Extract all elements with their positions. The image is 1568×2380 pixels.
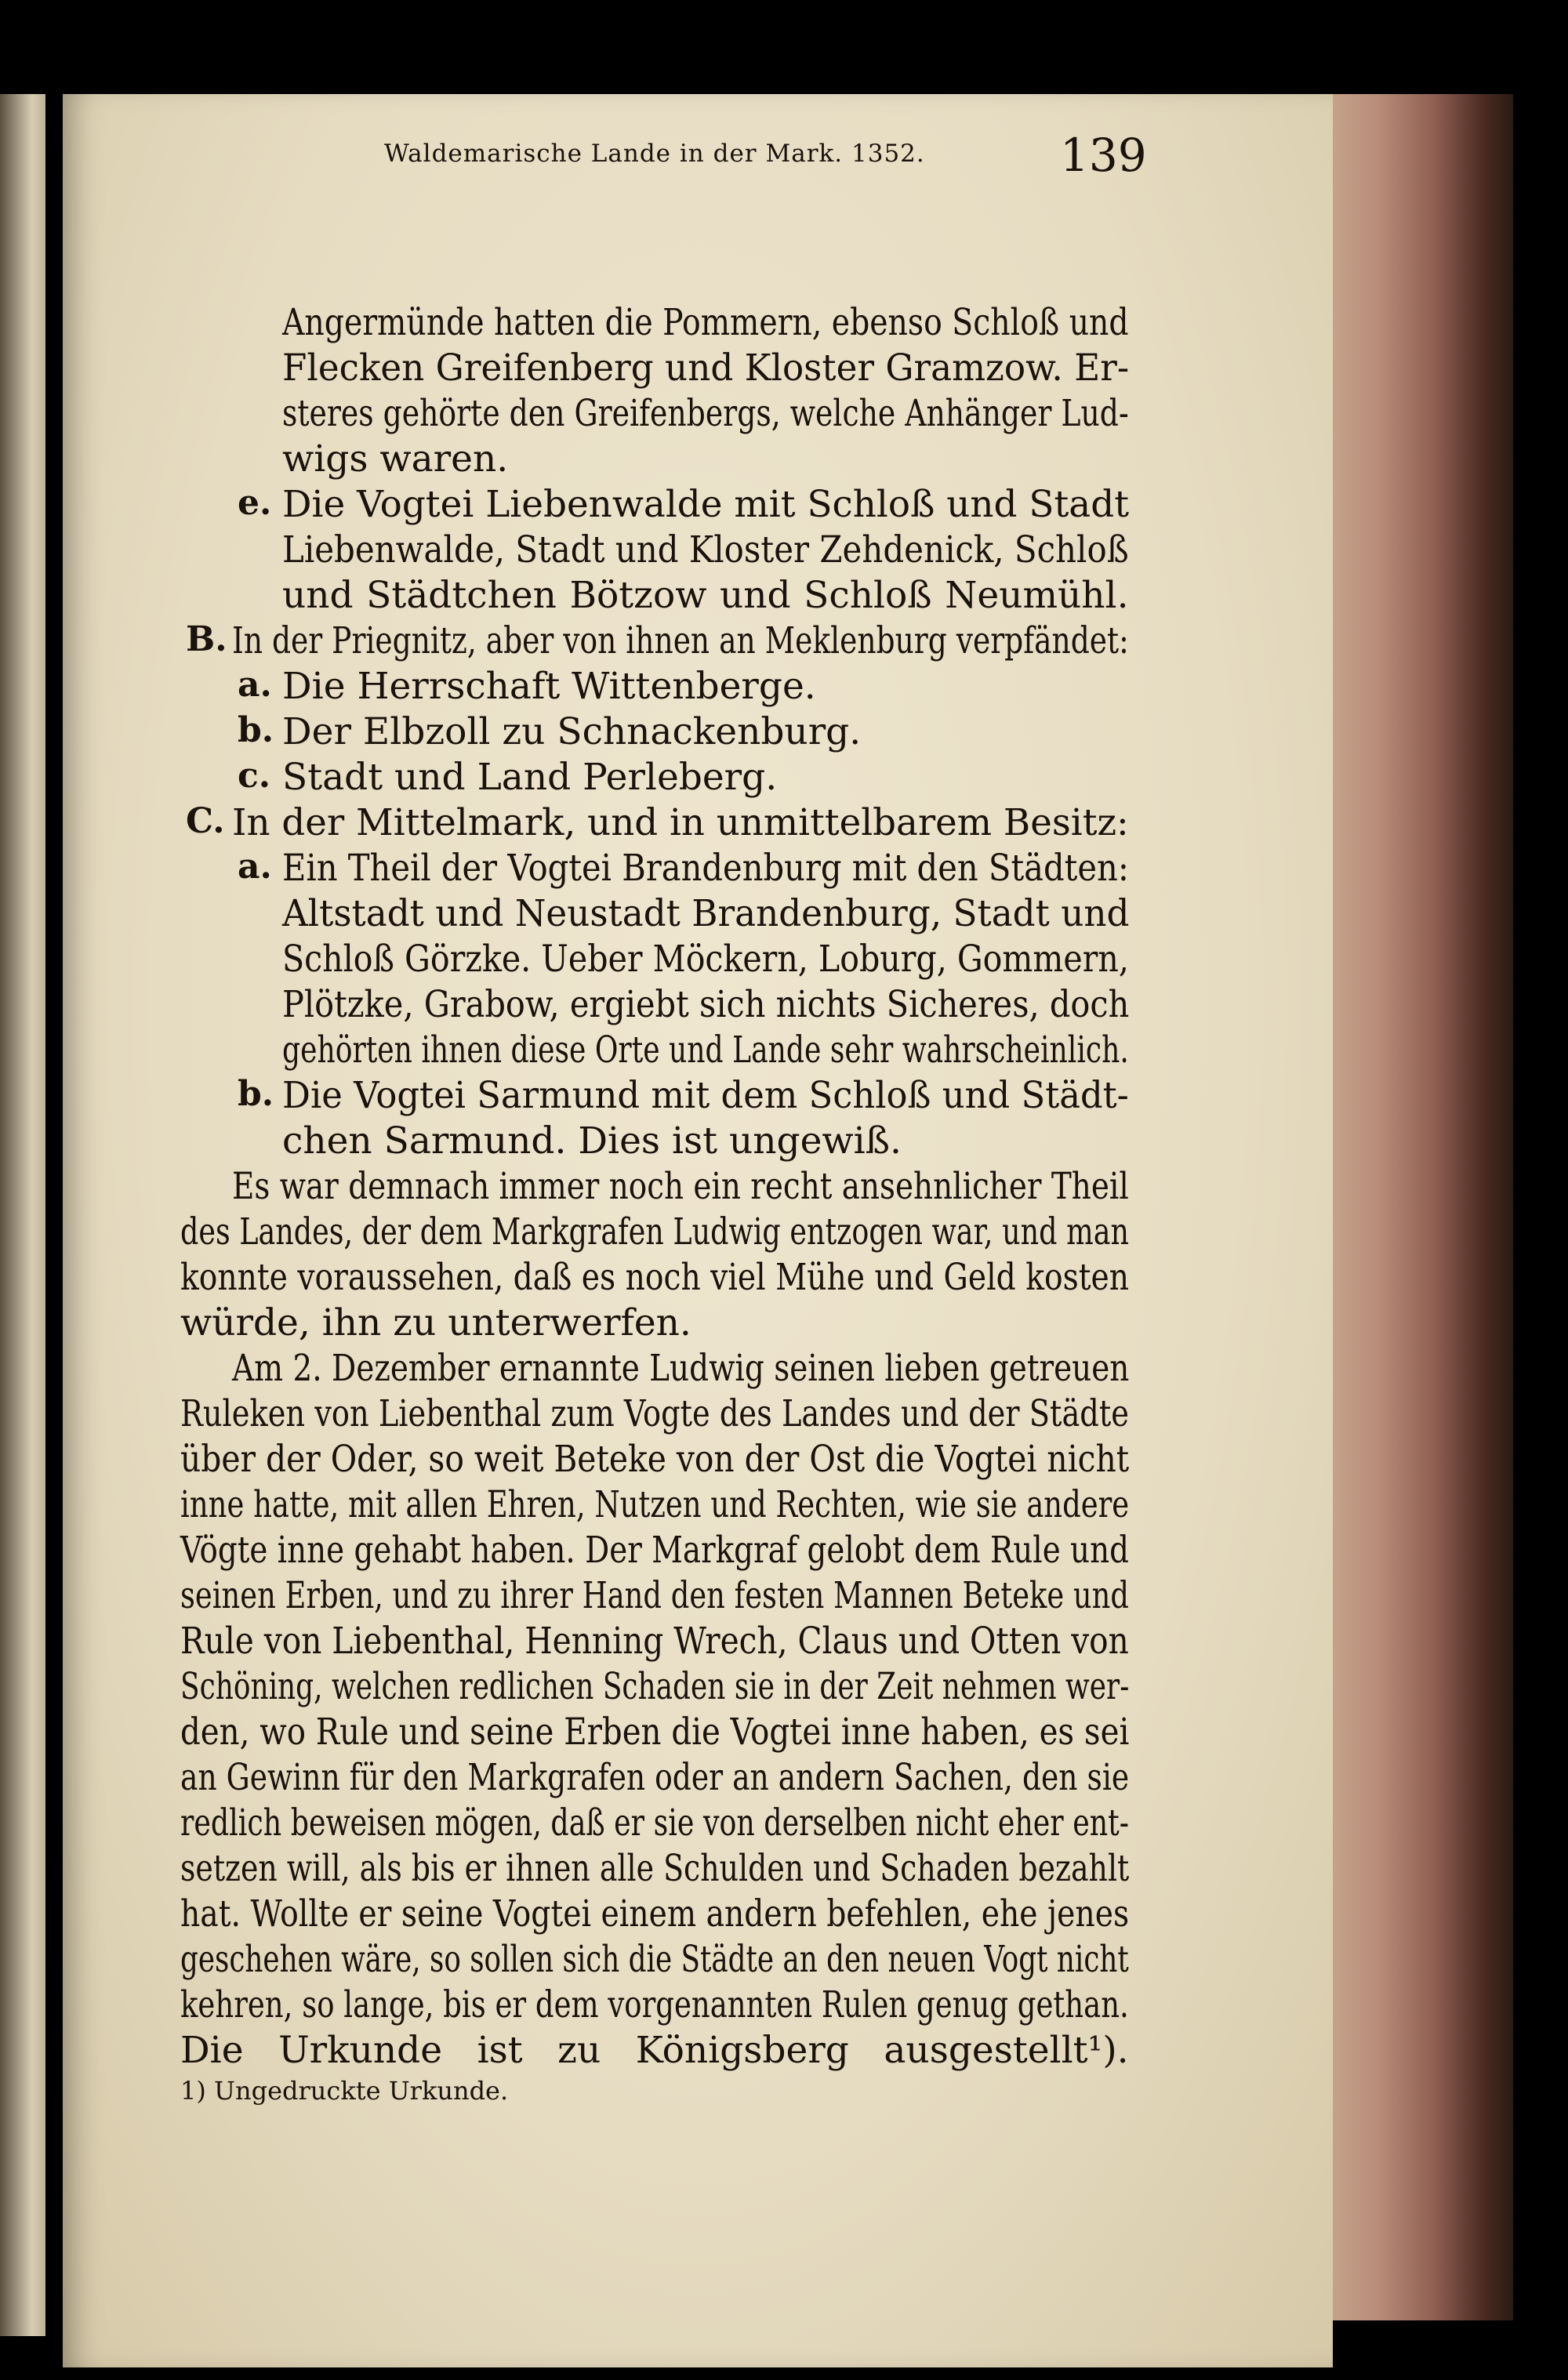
text-line: chen Sarmund. Dies ist ungewiß.: [282, 1119, 902, 1163]
list-marker: B.: [186, 619, 227, 659]
text-line: konnte voraussehen, daß es noch viel Mühe und Geld kosten: [180, 1256, 1129, 1299]
facing-page-edge: [0, 94, 45, 2336]
list-marker: C.: [186, 801, 225, 841]
text-line: Vögte inne gehabt haben. Der Markgraf gelobt dem Rule und: [180, 1529, 1129, 1572]
text-line: Der Elbzoll zu Schnackenburg.: [282, 710, 862, 753]
list-marker: a.: [238, 665, 272, 705]
footnote: 1) Ungedruckte Urkunde.: [180, 2076, 509, 2106]
text-line: an Gewinn für den Markgrafen oder an andern Sachen, den sie: [180, 1756, 1130, 1799]
list-marker: b.: [238, 1074, 274, 1114]
text-line: Stadt und Land Perleberg.: [282, 756, 778, 799]
text-line: In der Mittelmark, und in unmittelbarem Besitz:: [232, 801, 1129, 844]
text-line: Flecken Greifenberg und Kloster Gramzow. Er-: [282, 346, 1130, 390]
text-line: wigs waren.: [282, 437, 509, 481]
text-line: Es war demnach immer noch ein recht ansehnlicher Theil: [232, 1165, 1129, 1208]
text-line: Schloß Görzke. Ueber Möckern, Loburg, Gommern,: [282, 938, 1129, 981]
list-marker: a.: [238, 847, 272, 887]
text-line: würde, ihn zu unterwerfen.: [180, 1301, 691, 1344]
text-line: Liebenwalde, Stadt und Kloster Zehdenick, Schloß: [282, 528, 1129, 571]
book-page-edges: [1317, 94, 1513, 2320]
text-line: In der Priegnitz, aber von ihnen an Meklenburg verpfändet:: [232, 619, 1129, 662]
text-line: über der Oder, so weit Beteke von der Ost die Vogtei nicht: [180, 1438, 1130, 1481]
text-line: setzen will, als bis er ihnen alle Schulden und Schaden bezahlt: [180, 1847, 1130, 1890]
text-line: kehren, so lange, bis er dem vorgenannten Rulen genug gethan.: [180, 1983, 1129, 2026]
text-line: Die Vogtei Liebenwalde mit Schloß und Stadt: [282, 483, 1130, 526]
text-line: geschehen wäre, so sollen sich die Städte an den neuen Vogt nicht: [180, 1938, 1129, 1981]
list-marker: c.: [238, 756, 271, 796]
text-line: und Städtchen Bötzow und Schloß Neumühl.: [282, 574, 1129, 617]
text-line: Rule von Liebenthal, Henning Wrech, Claus und Otten von: [180, 1620, 1129, 1663]
text-line: seinen Erben, und zu ihrer Hand den festen Mannen Beteke und: [180, 1574, 1129, 1617]
text-line: Die Urkunde ist zu Königsberg ausgestellt¹).: [180, 2029, 1129, 2072]
list-marker: e.: [238, 483, 272, 523]
text-line: redlich beweisen mögen, daß er sie von derselben nicht eher ent-: [180, 1801, 1130, 1845]
page-number: 139: [1060, 129, 1147, 182]
running-head: Waldemarische Lande in der Mark. 1352.: [384, 140, 925, 168]
text-line: Die Vogtei Sarmund mit dem Schloß und Städt-: [282, 1074, 1129, 1117]
text-line: Plötzke, Grabow, ergiebt sich nichts Sicheres, doch: [282, 983, 1130, 1026]
footnote-rule: [180, 2055, 525, 2057]
text-line: Altstadt und Neustadt Brandenburg, Stadt und: [282, 892, 1130, 935]
text-line: den, wo Rule und seine Erben die Vogtei inne haben, es sei: [180, 1711, 1130, 1754]
text-line: Die Herrschaft Wittenberge.: [282, 665, 816, 708]
text-line: Ein Theil der Vogtei Brandenburg mit den Städten:: [282, 847, 1129, 890]
text-line: des Landes, der dem Markgrafen Ludwig entzogen war, und man: [180, 1210, 1129, 1253]
page-header: [0, 129, 1568, 182]
text-line: gehörten ihnen diese Orte und Lande sehr wahrscheinlich.: [282, 1029, 1129, 1072]
text-line: Am 2. Dezember ernannte Ludwig seinen lieben getreuen: [232, 1347, 1130, 1390]
list-marker: b.: [238, 710, 274, 750]
text-line: Schöning, welchen redlichen Schaden sie in der Zeit nehmen wer-: [180, 1665, 1130, 1708]
text-line: steres gehörte den Greifenbergs, welche Anhänger Lud-: [282, 392, 1129, 435]
text-line: Angermünde hatten die Pommern, ebenso Schloß und: [282, 301, 1129, 344]
text-line: hat. Wollte er seine Vogtei einem andern befehlen, ehe jenes: [180, 1892, 1130, 1936]
text-line: inne hatte, mit allen Ehren, Nutzen und Rechten, wie sie andere: [180, 1483, 1130, 1526]
text-line: Ruleken von Liebenthal zum Vogte des Landes und der Städte: [180, 1392, 1129, 1435]
